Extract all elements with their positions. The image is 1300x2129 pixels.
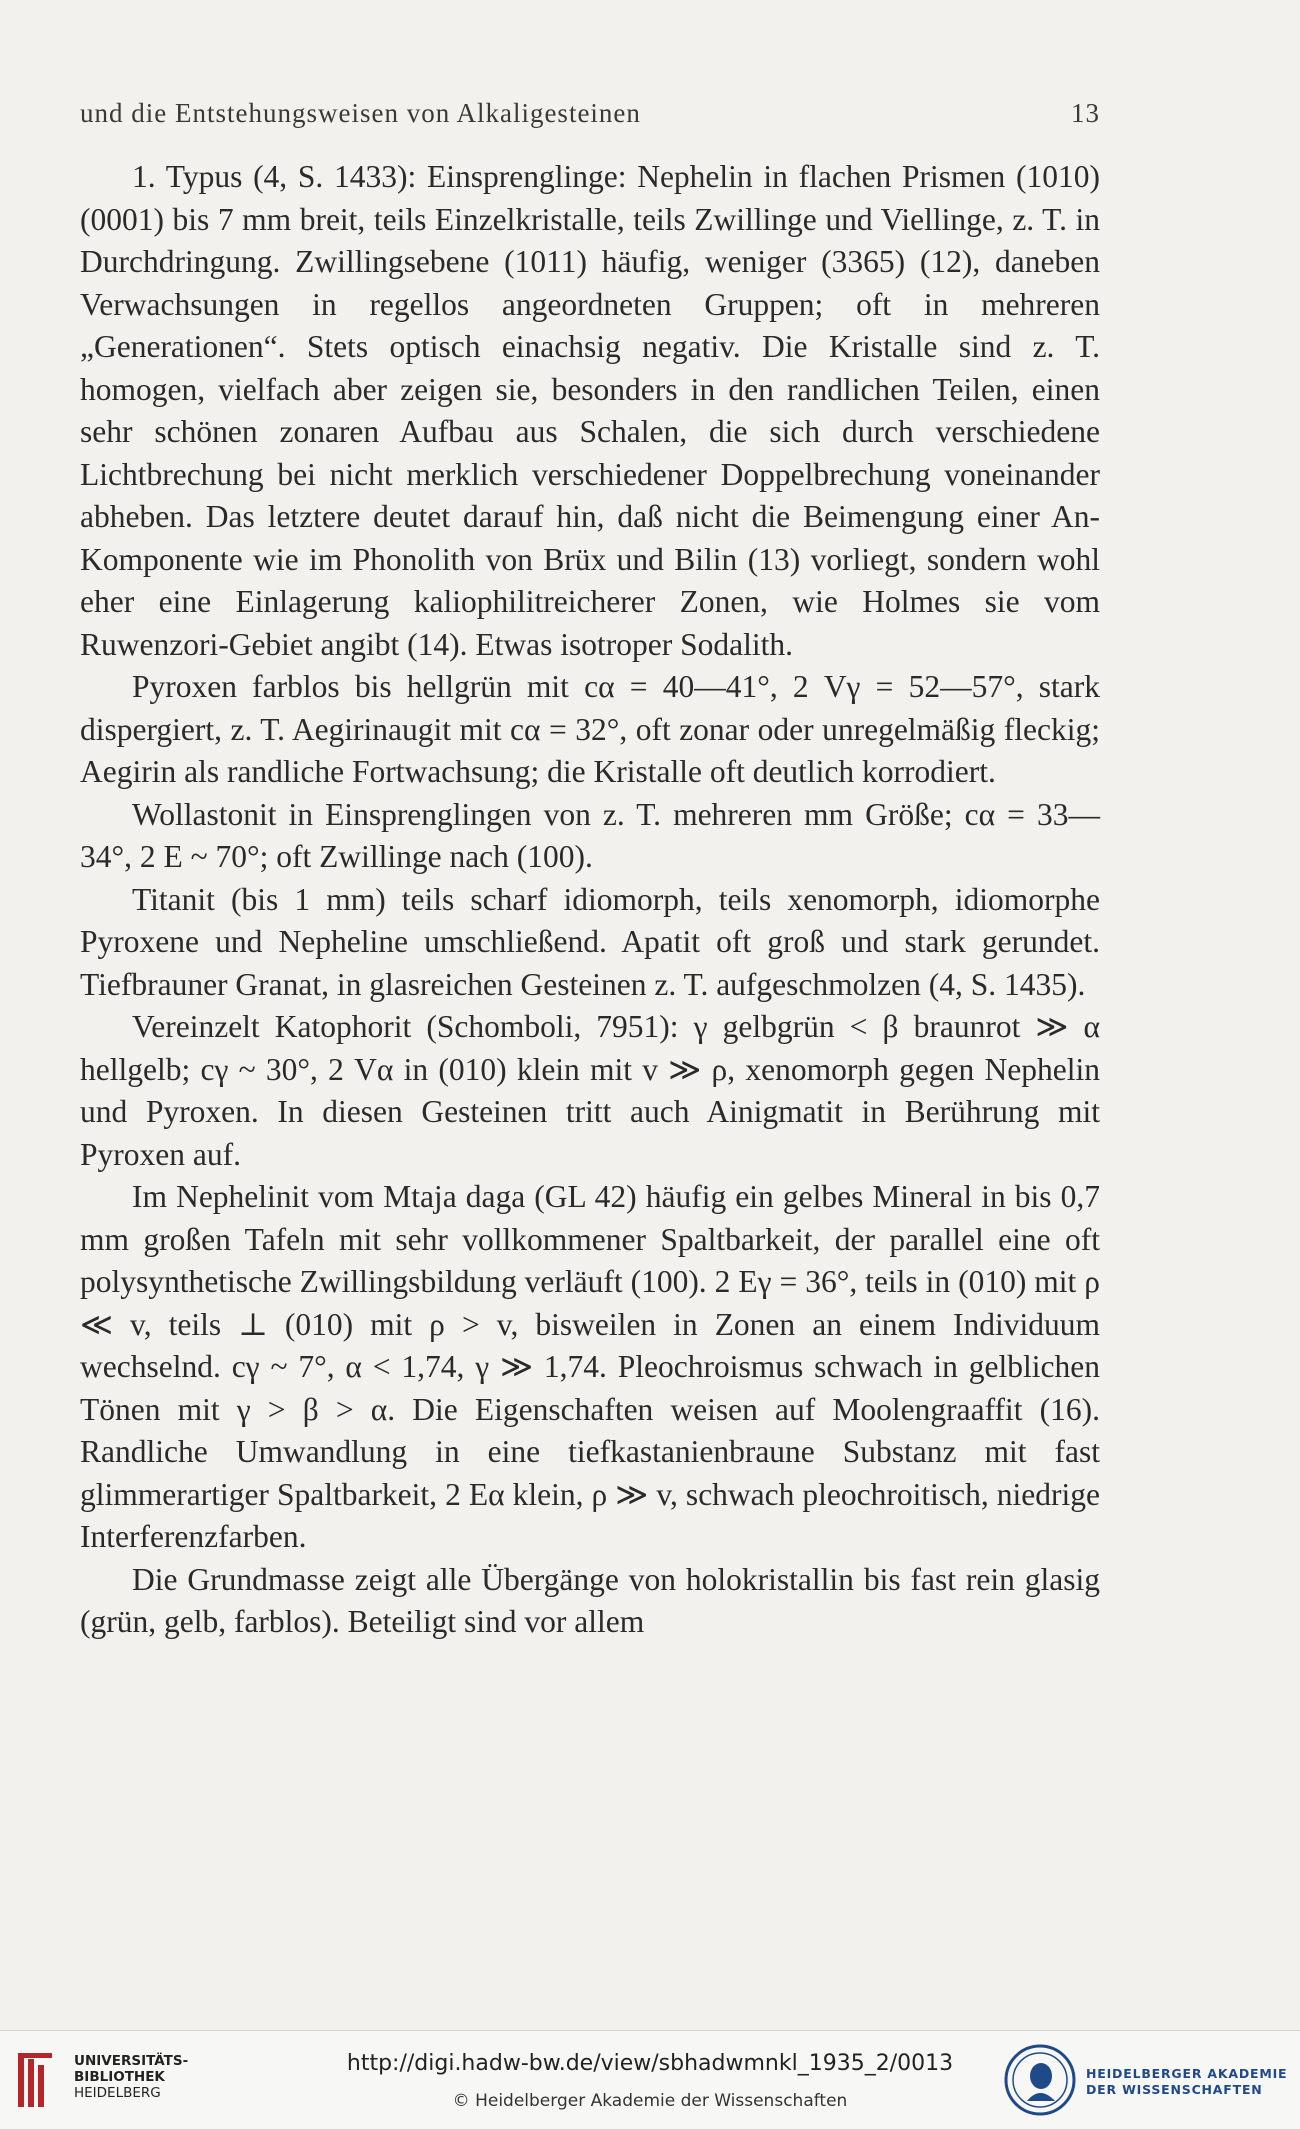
paragraph-katophorit: Vereinzelt Katophorit (Schomboli, 7951): γ gelbgrün < β braunrot ≫ α hellgelb; cγ ~ 30°, 2 Vα in (010) klein mit v ≫ ρ, xenomorph gegen Nephelin und Pyroxen. In diesen Gesteinen tritt auch Ainigmatit in Berührung mit Pyroxen auf. [80, 1009, 1100, 1172]
body-text [80, 156, 1100, 1644]
academy-name-line: DER WISSENSCHAFTEN [1086, 2082, 1263, 2097]
running-title: und die Entstehungsweisen von Alkaligesteinen [80, 98, 641, 128]
page-number: 13 [1071, 98, 1100, 128]
paragraph-pyroxen: Pyroxen farblos bis hellgrün mit cα = 40—41°, 2 Vγ = 52—57°, stark dispergiert, z. T. Aegirinaugit mit cα = 32°, oft zonar oder unregelmäßig fleckig; Aegirin als randliche Fortwachsung; die Kristalle oft deutlich korrodiert. [80, 669, 1100, 789]
paragraph-grundmasse: Die Grundmasse zeigt alle Übergänge von holokristallin bis fast rein glasig (grün, gelb, farblos). Beteiligt sind vor allem [80, 1561, 1100, 1639]
paragraph-titanit: Titanit (bis 1 mm) teils scharf idiomorph, teils xenomorph, idiomorphe Pyroxene und Nepheline umschließend. Apatit oft groß und stark gerundet. Tiefbrauner Granat, in glasreichen Gesteinen z. T. aufgeschmolzen (4, S. 1435). [80, 881, 1100, 1002]
paragraph-nephelinit: Im Nephelinit vom Mtaja daga (GL 42) häufig ein gelbes Mineral in bis 0,7 mm großen Tafeln mit sehr vollkommener Spaltbarkeit, der parallel eine oft polysynthetische Zwillingsbildung verläuft (100). 2 Eγ = 36°, teils in (010) mit ρ ≪ v, teils ⊥ (010) mit ρ > v, bisweilen in Zonen an einem Individuum wechselnd. cγ ~ 7°, α < 1,74, γ ≫ 1,74. Pleochroismus schwach in gelblichen Tönen mit γ > β > α. Die Eigenschaften weisen auf Moolengraaffit (16). Randliche Umwandlung in eine tiefkastanienbraune Substanz mit fast glimmerartiger Spaltbarkeit, 2 Eα klein, ρ ≫ v, schwach pleochroitisch, niedrige Interferenzfarben. [80, 1179, 1100, 1554]
academy-name-line: HEIDELBERGER AKADEMIE [1086, 2066, 1288, 2081]
paragraph-typus: 1. Typus (4, S. 1433): Einsprenglinge: Nephelin in flachen Prismen (1010) (0001) bis 7 mm breit, teils Einzelkristalle, teils Zwillinge und Viellinge, z. T. in Durchdringung. Zwillingsebene (1011) häufig, weniger (3365) (12), daneben Verwachsungen in regellos angeordneten Gruppen; oft in mehreren „Generationen“. Stets optisch einachsig negativ. Die Kristalle sind z. T. homogen, vielfach aber zeigen sie, besonders in den randlichen Teilen, einen sehr schönen zonaren Aufbau aus Schalen, die sich durch verschiedene Lichtbrechung bei nicht merklich verschiedener Doppelbrechung voneinander abheben. Das letztere deutet darauf hin, daß nicht die Beimengung einer An-Komponente wie im Phonolith von Brüx und Bilin (13) vorliegt, sondern wohl eher eine Einlagerung kaliophilitreicherer Zonen, wie Holmes sie vom Ruwenzori-Gebiet angibt (14). Etwas isotroper Sodalith. [80, 159, 1100, 662]
paragraph-wollastonit: Wollastonit in Einsprenglingen von z. T. mehreren mm Größe; cα = 33—34°, 2 E ~ 70°; oft Zwillinge nach (100). [80, 796, 1100, 874]
academy-name [1086, 2066, 1287, 2098]
library-name-line: BIBLIOTHEK [74, 2069, 165, 2085]
permalink-url[interactable]: http://digi.hadw-bw.de/view/sbhadwmnkl_1935_2/0013 [346, 2051, 954, 2076]
academy-seal-icon [1003, 2043, 1077, 2117]
digitization-footer [0, 2030, 1300, 2129]
running-head [80, 98, 1100, 134]
copyright-notice: © Heidelberger Akademie der Wissenschaften [452, 2091, 848, 2111]
library-name-line: UNIVERSITÄTS- [74, 2053, 189, 2069]
library-name-line: HEIDELBERG [74, 2085, 161, 2101]
